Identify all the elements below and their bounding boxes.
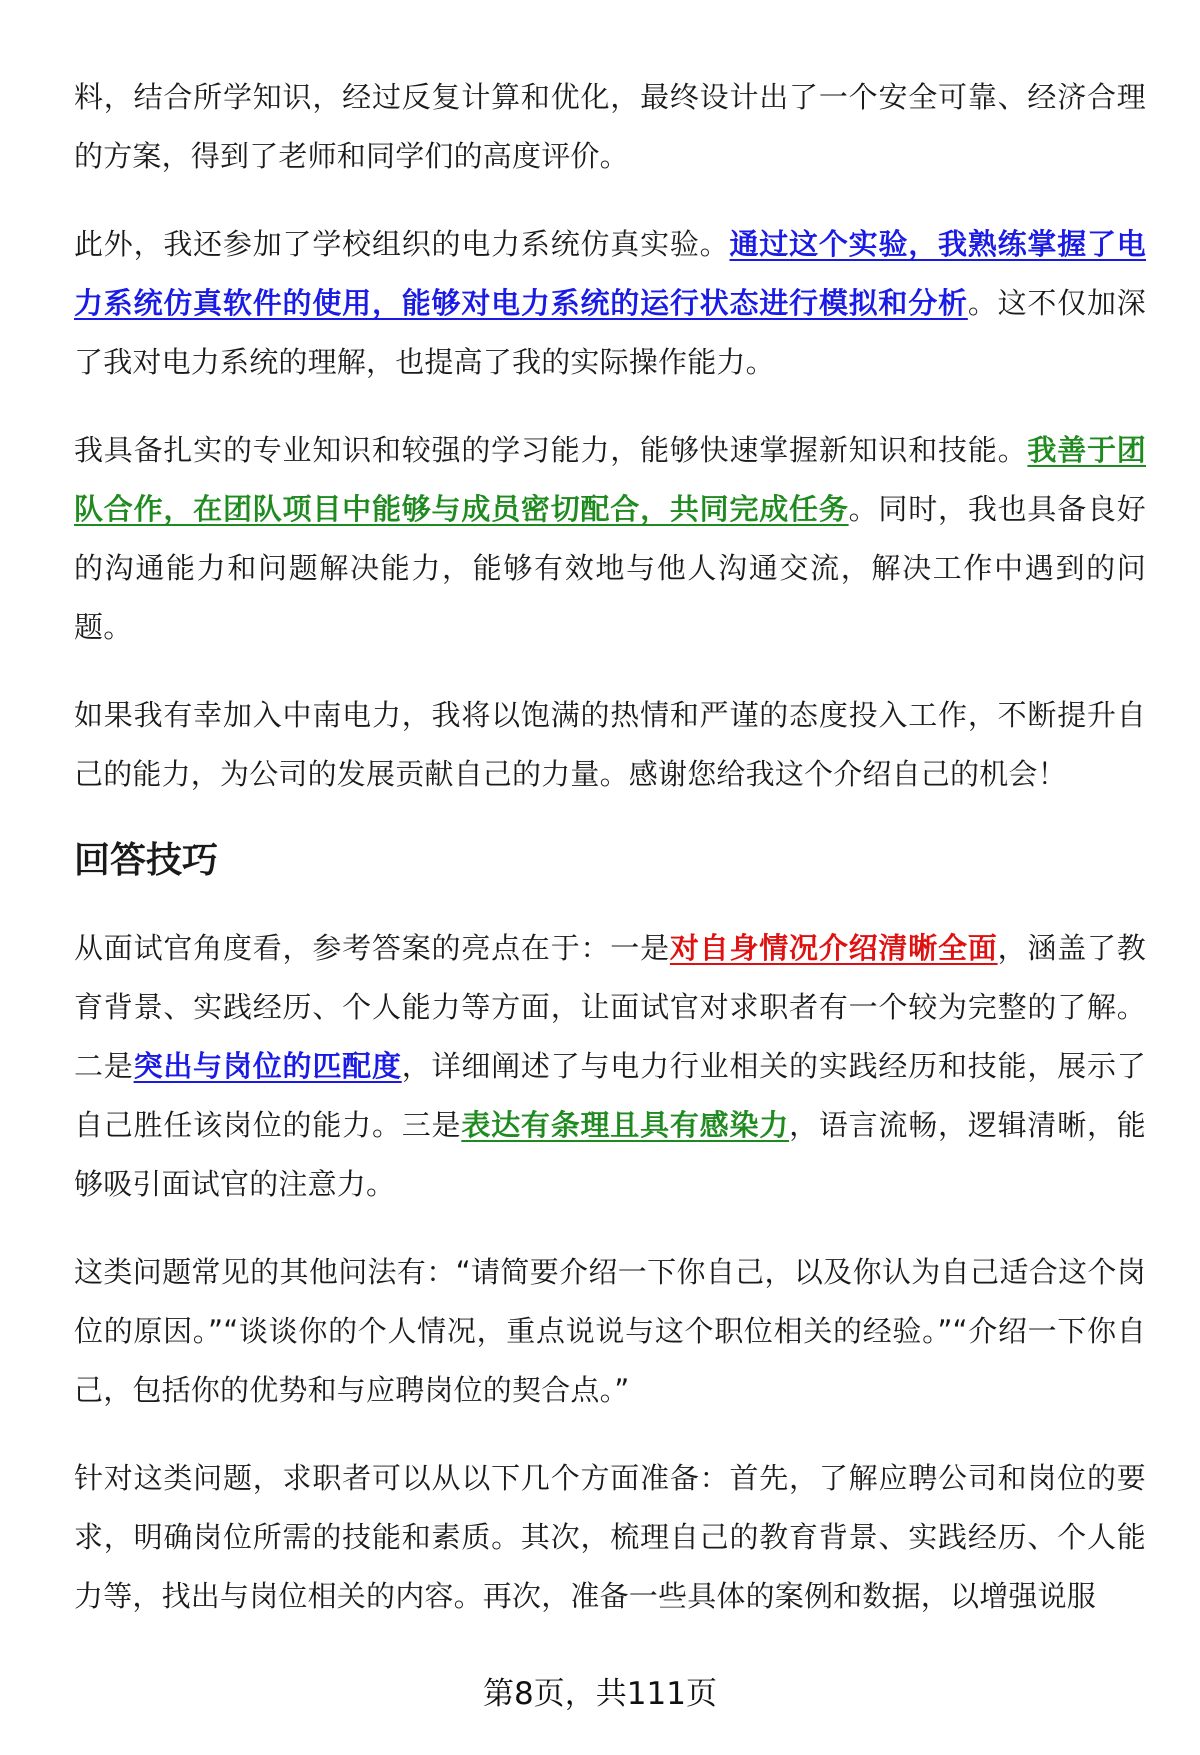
- highlight-text-blue: 通过这个实验，我熟练掌握了电力系统仿真软件的使用，能够对电力系统的运行状态进行模拟和分析: [74, 227, 1146, 320]
- paragraph: [74, 68, 1146, 186]
- highlight-text-green: 表达有条理且具有感染力: [461, 1108, 790, 1142]
- paragraph: [74, 421, 1146, 657]
- body-text: 料，结合所学知识，经过反复计算和优化，最终设计出了一个安全可靠、经济合理的方案，得到了老师和同学们的高度评价。: [74, 80, 1146, 173]
- highlight-text-green: 我善于团队合作，在团队项目中能够与成员密切配合，共同完成任务: [74, 433, 1146, 526]
- highlight-text-blue: 突出与岗位的匹配度: [133, 1049, 402, 1083]
- body-text: 如果我有幸加入中南电力，我将以饱满的热情和严谨的态度投入工作，不断提升自己的能力，为公司的发展贡献自己的力量。感谢您给我这个介绍自己的机会！: [74, 698, 1146, 791]
- body-text: ，涵盖了教育背景、实践经历、个人能力等方面，让面试官对求职者有一个较为完整的了解。二是: [74, 931, 1146, 1083]
- section-heading: 回答技巧: [74, 840, 219, 881]
- page-footer: 第8页，共111页: [483, 1676, 717, 1712]
- body-text: ，语言流畅，逻辑清晰，能够吸引面试官的注意力。: [74, 1108, 1146, 1201]
- paragraph: [74, 686, 1146, 804]
- body-text: 我具备扎实的专业知识和较强的学习能力，能够快速掌握新知识和技能。: [74, 433, 1028, 467]
- body-text: 这类问题常见的其他问法有：“请简要介绍一下你自己，以及你认为自己适合这个岗位的原因。”“谈谈你的个人情况，重点说说与这个职位相关的经验。”“介绍一下你自己，包括你的优势和与应聘岗位的契合点。”: [74, 1255, 1146, 1407]
- tips-section: [74, 919, 1146, 1626]
- body-text: 针对这类问题，求职者可以从以下几个方面准备：首先，了解应聘公司和岗位的要求，明确岗位所需的技能和素质。其次，梳理自己的教育背景、实践经历、个人能力等，找出与岗位相关的内容。再次，准备一些具体的案例和数据，以增强说服: [74, 1461, 1146, 1613]
- body-text: 此外，我还参加了学校组织的电力系统仿真实验。: [74, 227, 730, 261]
- body-text: 。同时，我也具备良好的沟通能力和问题解决能力，能够有效地与他人沟通交流，解决工作中遇到的问题。: [74, 492, 1146, 644]
- answer-section: [74, 68, 1146, 804]
- body-text: ，详细阐述了与电力行业相关的实践经历和技能，展示了自己胜任该岗位的能力。三是: [74, 1049, 1146, 1142]
- paragraph: [74, 215, 1146, 392]
- paragraph: [74, 1449, 1146, 1626]
- paragraph: [74, 1243, 1146, 1420]
- document-body: [74, 68, 1146, 1655]
- body-text: 。这不仅加深了我对电力系统的理解，也提高了我的实际操作能力。: [74, 286, 1146, 379]
- highlight-text-red: 对自身情况介绍清晰全面: [669, 931, 998, 965]
- body-text: 从面试官角度看，参考答案的亮点在于：一是: [74, 931, 670, 965]
- paragraph: [74, 919, 1146, 1214]
